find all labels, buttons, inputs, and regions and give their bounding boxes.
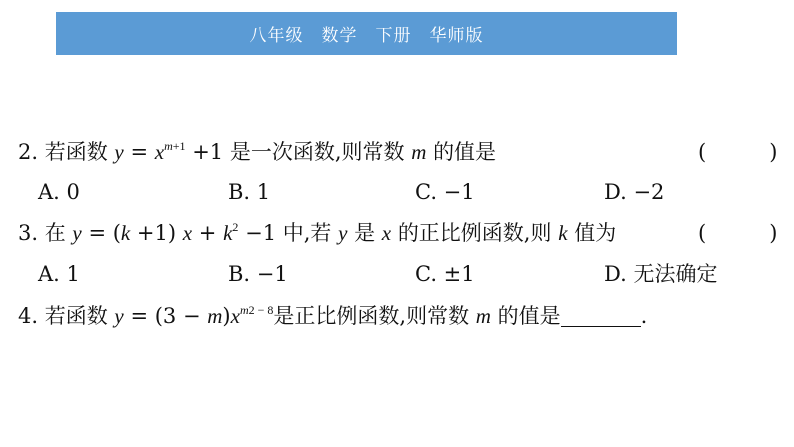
question-2 <box>18 138 496 166</box>
exponent: m2 − 8 <box>239 303 274 317</box>
question-text: 是正比例函数,则常数 <box>273 304 470 328</box>
question-number: 3. <box>18 221 39 245</box>
math-var: k <box>223 221 233 245</box>
question-text: 的正比例函数,则 <box>397 221 552 245</box>
question-text: . <box>640 304 648 328</box>
answer-parentheses: ( ) <box>698 221 778 245</box>
math-symbol: ) <box>222 304 231 328</box>
exponent: 2 <box>232 220 239 234</box>
math-symbol: = (3 − <box>130 304 201 328</box>
math-var: k <box>558 221 568 245</box>
question-3 <box>18 219 616 247</box>
exponent: m+1 <box>164 139 186 153</box>
question-text: 若函数 <box>44 140 108 164</box>
question-text: 是 <box>354 221 376 245</box>
option-a: A. 0 <box>38 180 80 204</box>
math-var: x <box>182 221 193 245</box>
question-4 <box>18 302 647 330</box>
math-var: x <box>230 304 240 328</box>
answer-blank[interactable] <box>561 304 641 327</box>
option-d: D. 无法确定 <box>604 262 718 286</box>
math-var: m <box>411 140 427 164</box>
math-symbol: +1) <box>136 221 177 245</box>
option-b: B. −1 <box>228 262 288 286</box>
math-symbol: = ( <box>88 221 121 245</box>
question-text: 值为 <box>574 221 617 245</box>
math-var: m <box>207 304 223 328</box>
question-text: 若函数 <box>44 304 108 328</box>
math-var: y <box>72 221 82 245</box>
option-d: D. −2 <box>604 180 665 204</box>
math-var: y <box>114 304 124 328</box>
header-title: 八年级 数学 下册 华师版 <box>249 26 484 46</box>
option-c: C. −1 <box>415 180 475 204</box>
math-symbol: = <box>130 140 149 164</box>
math-var: x <box>154 140 165 164</box>
math-var: y <box>338 221 348 245</box>
question-number: 4. <box>18 304 39 328</box>
math-var: y <box>114 140 124 164</box>
option-a: A. 1 <box>38 262 80 286</box>
math-var: x <box>381 221 392 245</box>
math-symbol: + <box>198 221 217 245</box>
question-text: 的值是 <box>433 140 497 164</box>
question-text: 在 <box>44 221 66 245</box>
math-var: m <box>475 304 491 328</box>
question-text: +1 是一次函数,则常数 <box>192 140 405 164</box>
question-number: 2. <box>18 140 39 164</box>
question-text: 的值是 <box>497 304 561 328</box>
header-banner <box>56 12 677 55</box>
option-c: C. ±1 <box>415 262 475 286</box>
answer-parentheses: ( ) <box>698 140 778 164</box>
option-b: B. 1 <box>228 180 271 204</box>
question-text: −1 中,若 <box>245 221 332 245</box>
math-var: k <box>120 221 131 245</box>
